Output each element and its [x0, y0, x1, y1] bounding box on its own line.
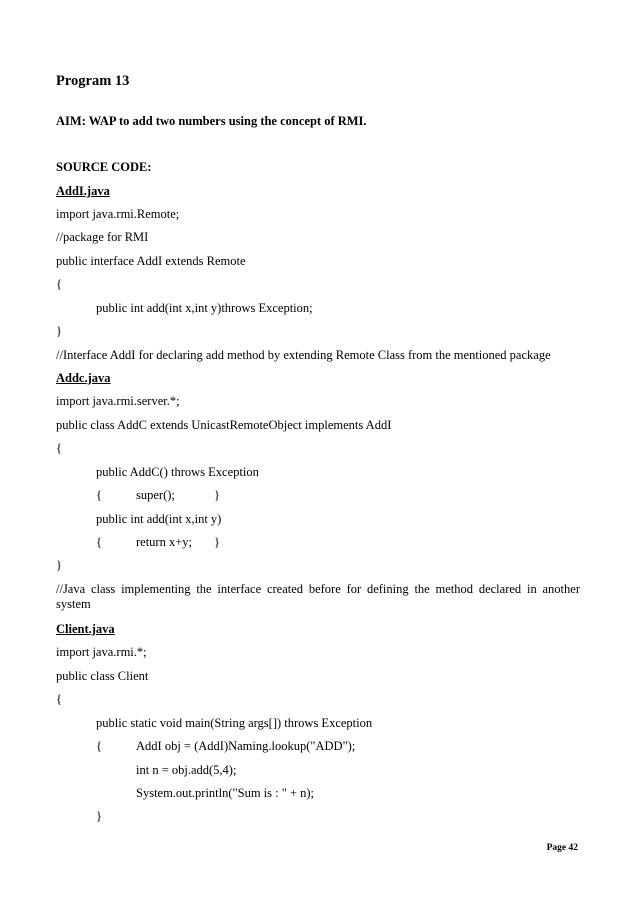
file-name-addc: Addc.java — [56, 371, 111, 385]
code-brace: { — [56, 277, 62, 291]
code-brace: { — [56, 692, 62, 706]
code-comment: //Java class implementing the interface created before for defining the method declared in another system — [56, 582, 580, 611]
code-line: super(); — [136, 488, 175, 502]
code-brace: { — [96, 488, 102, 502]
code-line: public int add(int x,int y) — [96, 512, 222, 526]
code-line: import java.rmi.Remote; — [56, 207, 180, 221]
code-line: import java.rmi.server.*; — [56, 394, 180, 408]
code-line: return x+y; — [136, 535, 192, 549]
code-brace: } — [96, 809, 102, 823]
code-line: public interface AddI extends Remote — [56, 254, 246, 268]
code-brace: { — [56, 441, 62, 455]
code-comment: //Interface AddI for declaring add method by extending Remote Class from the mentioned package — [56, 348, 551, 362]
page-number: Page 42 — [546, 843, 578, 853]
code-line: AddI obj = (AddI)Naming.lookup("ADD"); — [136, 739, 356, 753]
file-name-addi: AddI.java — [56, 184, 110, 198]
code-line: public AddC() throws Exception — [96, 465, 259, 479]
code-line: public static void main(String args[]) throws Exception — [96, 716, 373, 730]
code-brace: { — [96, 739, 102, 753]
source-code-heading: SOURCE CODE: — [56, 160, 152, 174]
code-line: int n = obj.add(5,4); — [136, 763, 237, 777]
code-line: public class AddC extends UnicastRemoteObject implements AddI — [56, 418, 392, 432]
file-name-client: Client.java — [56, 622, 115, 636]
code-brace: } — [214, 535, 220, 549]
code-line: System.out.println("Sum is : " + n); — [136, 786, 315, 800]
code-line: public class Client — [56, 669, 149, 683]
code-brace: } — [56, 558, 62, 572]
code-brace: } — [56, 324, 62, 338]
code-brace: } — [214, 488, 220, 502]
aim-statement: AIM: WAP to add two numbers using the concept of RMI. — [56, 114, 367, 128]
code-line: public int add(int x,int y)throws Exception; — [96, 301, 313, 315]
program-title: Program 13 — [56, 73, 130, 89]
code-line: import java.rmi.*; — [56, 645, 147, 659]
code-brace: { — [96, 535, 102, 549]
code-comment: //package for RMI — [56, 230, 149, 244]
